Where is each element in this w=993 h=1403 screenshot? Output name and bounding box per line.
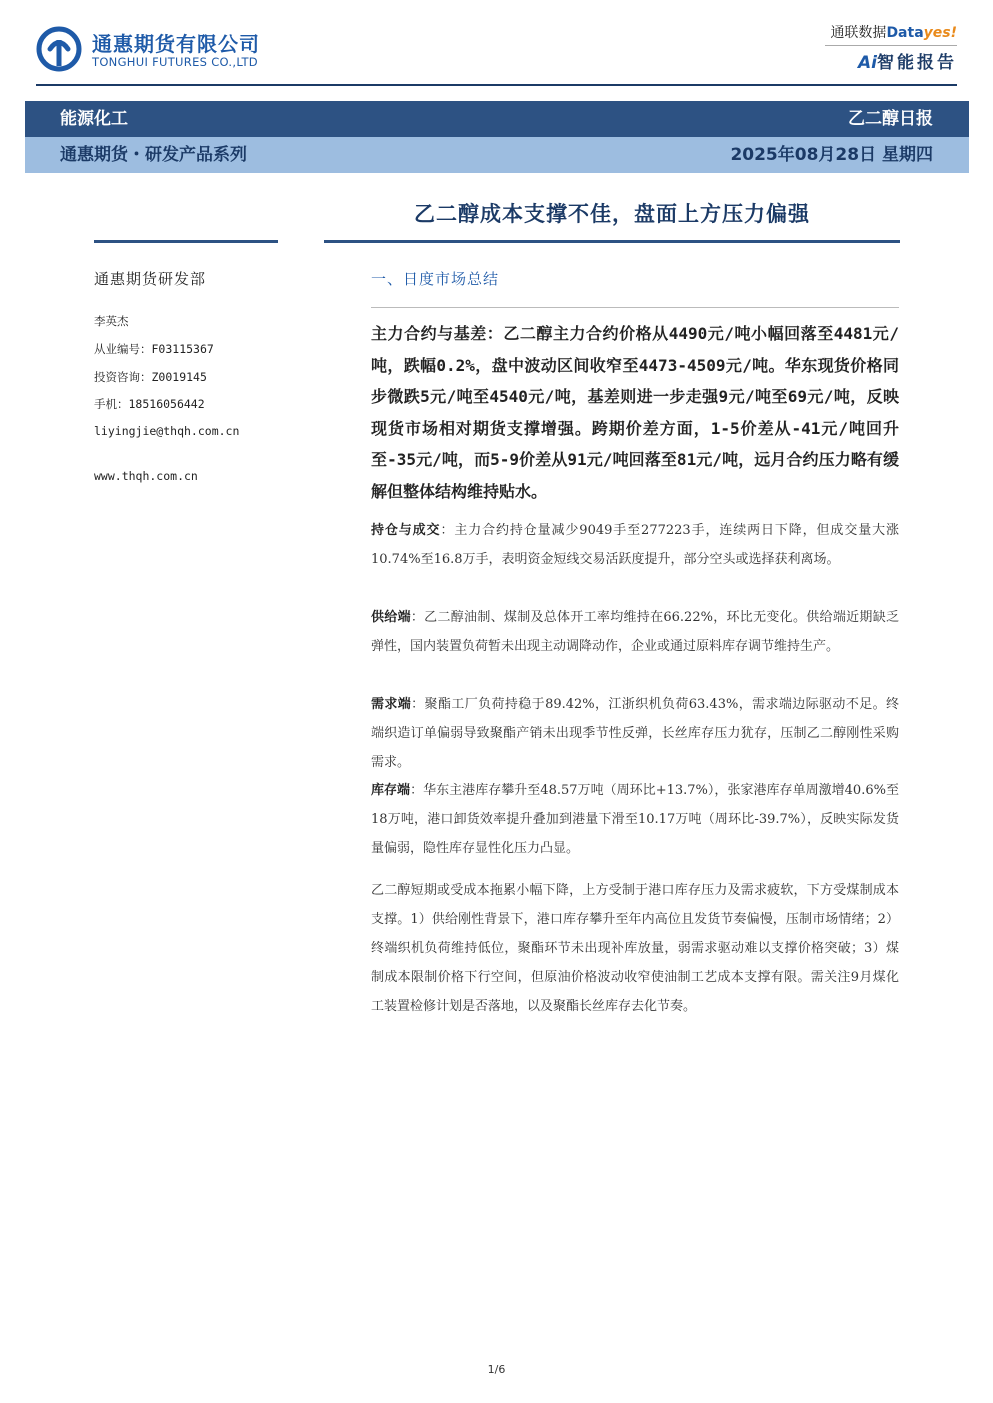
analyst-name: 李英杰 xyxy=(94,314,129,328)
brand-yes: yes! xyxy=(923,25,957,41)
report-title: 乙二醇成本支撑不佳，盘面上方压力偏强 xyxy=(414,202,810,226)
positions-text: ：主力合约持仓量减少9049手至277223手，连续两日下降，但成交量大涨10.74%至16.8万手，表明资金短线交易活跃度提升，部分空头或选择获利离场。 xyxy=(371,523,899,567)
main-summary-paragraph: 主力合约与基差：乙二醇主力合约价格从4490元/吨小幅回落至4481元/吨，跌幅0.2%，盘中波动区间收窄至4473-4509元/吨。华东现货价格同步微跌5元/吨至4540元/吨，基差则进一步走强9元/吨至69元/吨，反映现货市场相对期货支撑增强。跨期价差方面，1-5价差从-41元/吨回升至-35元/吨，而5-9价差从91元/吨回落至81元/吨，远月合约压力略有缓解但整体结构维持贴水。 xyxy=(371,324,899,501)
supply-text: ：乙二醇油制、煤制及总体开工率均维持在66.22%，环比无变化。供给端近期缺乏弹性，国内装置负荷暂未出现主动调降动作，企业或通过原料库存调节维持生产。 xyxy=(371,610,899,654)
section-heading: 一、日度市场总结 xyxy=(371,270,500,288)
sidebar-rule xyxy=(94,240,278,243)
brand-data: Data xyxy=(886,25,924,41)
positions-paragraph xyxy=(371,516,899,574)
positions-label: 持仓与成交 xyxy=(371,523,441,538)
brand-report: 智能报告 xyxy=(877,53,957,73)
company-logo-icon xyxy=(36,26,82,72)
website-link[interactable]: www.thqh.com.cn xyxy=(94,469,198,483)
department-name: 通惠期货研发部 xyxy=(94,270,207,288)
brand-divider xyxy=(825,45,957,46)
report-type-label: 乙二醇日报 xyxy=(848,109,933,129)
company-name-en: TONGHUI FUTURES CO.,LTD xyxy=(92,55,258,69)
demand-paragraph xyxy=(371,690,899,777)
supply-paragraph xyxy=(371,603,899,661)
consult-number: 投资咨询：Z0019145 xyxy=(94,370,207,384)
supply-label: 供给端 xyxy=(371,610,411,625)
inventory-label: 库存端 xyxy=(371,783,411,798)
brand-prefix: 通联数据 xyxy=(830,25,887,41)
inventory-text: ：华东主港库存攀升至48.57万吨（周环比+13.7%），张家港库存单周激增40.6%至18万吨，港口卸货效率提升叠加到港量下滑至10.17万吨（周环比-39.7%），反映实际发货量偏弱，隐性库存显性化压力凸显。 xyxy=(371,783,899,856)
license-number: 从业编号：F03115367 xyxy=(94,342,214,356)
email-link[interactable]: liyingjie@thqh.com.cn xyxy=(94,424,240,438)
brand-ai: Ai xyxy=(858,53,877,73)
sector-label: 能源化工 xyxy=(60,109,128,129)
title-rule xyxy=(324,240,900,243)
report-date: 2025年08月28日 星期四 xyxy=(730,145,933,165)
header-rule xyxy=(36,84,957,86)
category-band xyxy=(25,101,969,137)
datayes-brand xyxy=(830,22,957,42)
series-label: 通惠期货・研发产品系列 xyxy=(60,145,247,165)
demand-text: ：聚酯工厂负荷持稳于89.42%，江浙织机负荷63.43%，需求端边际驱动不足。终端织造订单偏弱导致聚酯产销未出现季节性反弹，长丝库存压力犹存，压制乙二醇刚性采购需求。 xyxy=(371,697,899,770)
demand-label: 需求端 xyxy=(371,697,412,712)
section-rule xyxy=(371,307,899,308)
page-number: 1/6 xyxy=(487,1363,506,1376)
company-name-cn: 通惠期货有限公司 xyxy=(92,32,260,56)
outlook-paragraph: 乙二醇短期或受成本拖累小幅下降，上方受制于港口库存压力及需求疲软，下方受煤制成本支撑。1）供给刚性背景下，港口库存攀升至年内高位且发货节奏偏慢，压制市场情绪；2）终端织机负荷维持低位，聚酯环节未出现补库放量，弱需求驱动难以支撑价格突破；3）煤制成本限制价格下行空间，但原油价格波动收窄使油制工艺成本支撑有限。需关注9月煤化工装置检修计划是否落地，以及聚酯长丝库存去化节奏。 xyxy=(371,883,899,1014)
inventory-paragraph xyxy=(371,776,899,863)
ai-report-brand xyxy=(858,48,957,73)
phone-number: 手机：18516056442 xyxy=(94,397,205,411)
series-band xyxy=(25,137,969,173)
